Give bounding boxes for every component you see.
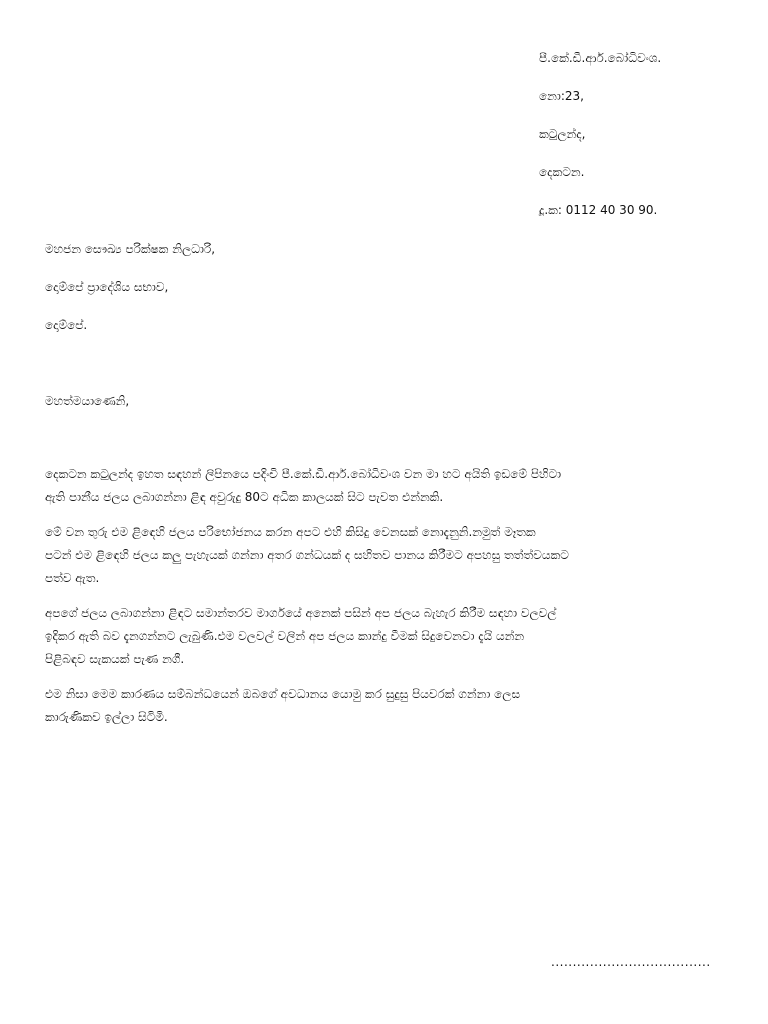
paragraph-line: පිළිබඳව සැකයක් පැණ නගී.	[45, 652, 185, 666]
paragraph-line: කාරුණිකව ඉල්ලා සිටිමි.	[45, 710, 168, 724]
sender-house-number: නො:23,	[539, 89, 584, 103]
signature-line: .....................................	[551, 955, 711, 969]
body-paragraph-1	[45, 466, 725, 512]
recipient-place: දොම්පේ.	[45, 318, 88, 332]
sender-phone: දූ.ක: 0112 40 30 90.	[539, 203, 658, 217]
recipient-address	[45, 241, 725, 355]
letter-body	[45, 466, 725, 744]
sender-city: දෙකටන.	[539, 165, 585, 179]
paragraph-line: පටන් එම ළිඳෙහි ජලය කලු පැහැයක් ගන්නා අතර ගන්ධයක් ද සහිතව පානය කිරීමට අපහසු තත්ත්වයකට	[45, 548, 569, 562]
body-paragraph-2	[45, 524, 725, 593]
sender-name: පී.කේ.ඩී.ආර්.බෝධිවංශ.	[539, 51, 662, 65]
recipient-office: දොම්පේ ප්‍රාදේශිය සභාව,	[45, 280, 169, 294]
paragraph-line: එම නිසා මෙම කාරණය සම්බන්ධයෙන් ඔබගේ අවධානය යොමු කර සුදුසු පියවරක් ගන්නා ලෙස	[45, 687, 521, 701]
paragraph-line: අපගේ ජලය ලබාගන්නා ළිඳට සමාන්තරව මාර්ගයේ අනෙක් පසින් අප ජලය බැහැර කිරීම සඳහා වලවල්	[45, 606, 557, 620]
paragraph-line: මේ වන තුරු එම ළිඳෙහි ජලය පරිභෝජනය කරන අපට එහි කිසිදු වෙනසක් නොදැනුනි.නමුත් මෑතක	[45, 525, 536, 539]
paragraph-line: දෙකටන කටුලන්ද ඉහත සඳහන් ලිපිනයෙ පදිංචි පී.කේ.ඩී.ආර්.බෝධිවංශ වන මා හට අයිති ඉඩමේ පිහිටා	[45, 467, 562, 481]
paragraph-line: ඇති පානීය ජලය ලබාගන්නා ළිඳ අවුරුදු 80ට අධික කාලයක් සිට පැවත එන්නකි.	[45, 490, 444, 504]
body-paragraph-4	[45, 686, 725, 732]
sender-street: කටුලන්ද,	[539, 127, 586, 141]
sender-address	[539, 50, 759, 240]
paragraph-line: පත්ව ඇත.	[45, 571, 100, 585]
body-paragraph-3	[45, 605, 725, 674]
recipient-title: මහජන සෞඛ්‍ය පරික්ෂක නිලධාරි,	[45, 242, 216, 256]
salutation: මහත්මයාණෙනි,	[45, 394, 130, 408]
paragraph-line: ඉදිකර ඇති බව දැනගන්නට ලැබුණි.එම වලවල් වලින් අප ජලය කාන්දු වීමක් සිදුවෙනවා දැයි යන්න	[45, 629, 525, 643]
